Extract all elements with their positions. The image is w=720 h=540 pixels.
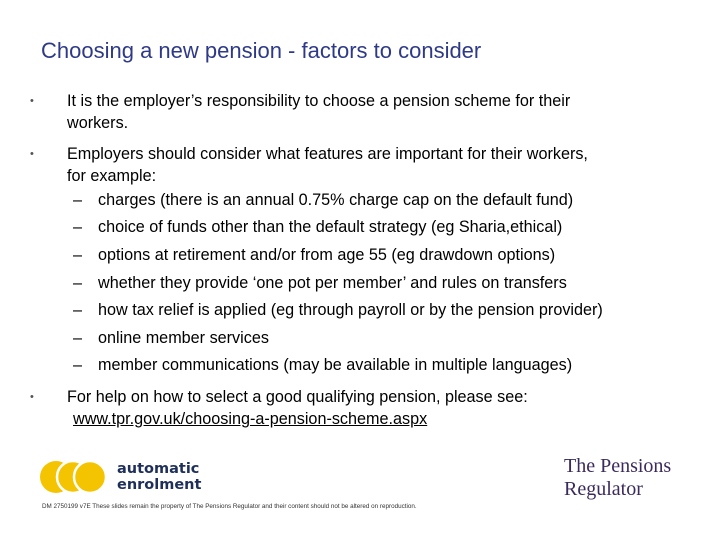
bullet-text [67, 143, 588, 187]
bullet-dot: • [30, 95, 34, 107]
sub-item-dash: – [73, 246, 83, 264]
sub-item-text: member communications (may be available in multiple languages) [98, 356, 573, 374]
sub-item-text: whether they provide ‘one pot per member’ and rules on transfers [98, 274, 567, 292]
sub-item-dash: – [73, 356, 83, 374]
sub-item-dash: – [73, 191, 83, 209]
bullet-dot: • [30, 391, 34, 403]
page-title: Choosing a new pension - factors to consider [41, 38, 482, 63]
tpr-line2: Regulator [564, 478, 643, 500]
bullet-line: workers. [67, 114, 129, 132]
tpr-choosing-scheme-link[interactable]: www.tpr.gov.uk/choosing-a-pension-scheme.aspx [73, 410, 428, 428]
footer-disclaimer: DM 2750199 v7E These slides remain the property of The Pensions Regulator and their content should not be altered on reproduction. [42, 503, 417, 510]
bullet-text [67, 90, 570, 134]
bullet-text [67, 386, 528, 430]
tpr-line1: The Pensions [564, 455, 672, 477]
ae-line1: automatic [117, 461, 200, 477]
bullet-line: for example: [67, 167, 157, 185]
sub-item-text: choice of funds other than the default strategy (eg Sharia,ethical) [98, 218, 563, 236]
sub-item-dash: – [73, 301, 83, 319]
sub-item-dash: – [73, 274, 83, 292]
overlapping-circles-logo-icon [39, 460, 107, 494]
bullet-dot: • [30, 148, 34, 160]
bullet-line: It is the employer’s responsibility to choose a pension scheme for their [67, 92, 571, 110]
automatic-enrolment-wordmark [117, 461, 201, 493]
sub-item-text: online member services [98, 329, 269, 347]
sub-item-text: how tax relief is applied (eg through payroll or by the pension provider) [98, 301, 603, 319]
automatic-enrolment-logo [39, 457, 202, 497]
sub-item-dash: – [73, 218, 83, 236]
sub-item-text: charges (there is an annual 0.75% charge cap on the default fund) [98, 191, 574, 209]
sub-item-text: options at retirement and/or from age 55 (eg drawdown options) [98, 246, 556, 264]
pensions-regulator-logo [564, 455, 671, 501]
ae-line2: enrolment [117, 477, 202, 493]
bullet-line: Employers should consider what features are important for their workers, [67, 145, 588, 163]
bullet-line: For help on how to select a good qualifying pension, please see: [67, 388, 528, 406]
sub-item-dash: – [73, 329, 83, 347]
